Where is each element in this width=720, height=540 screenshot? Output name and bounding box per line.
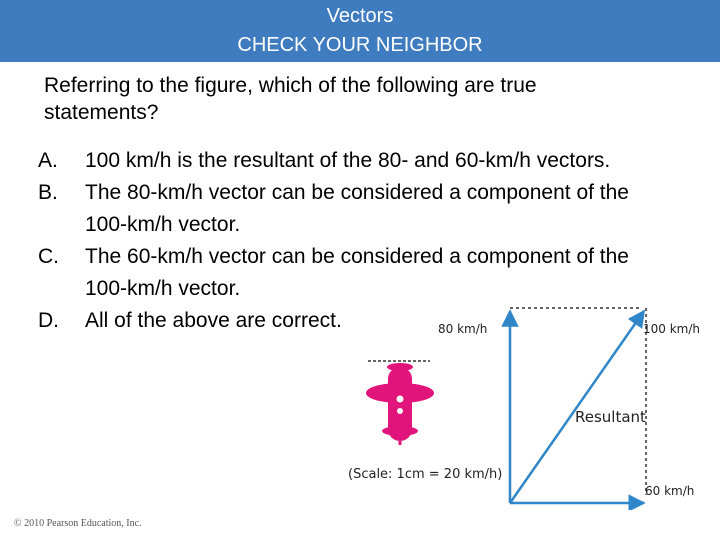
option-a (38, 145, 708, 177)
title-bar (0, 0, 720, 62)
resultant-arrow (510, 311, 644, 503)
option-letter: B. (38, 181, 58, 204)
option-letter: C. (38, 245, 59, 268)
option-letter: A. (38, 149, 58, 172)
scale-label: (Scale: 1cm = 20 km/h) (348, 467, 503, 482)
option-text: The 60-km/h vector can be considered a component of the 100-km/h vector. (85, 245, 629, 300)
option-b (38, 177, 708, 241)
option-text: 100 km/h is the resultant of the 80- and 60-km/h vectors. (85, 149, 611, 172)
slide-subtitle: CHECK YOUR NEIGHBOR (237, 34, 483, 56)
option-text: The 80-km/h vector can be considered a component of the 100-km/h vector. (85, 181, 629, 236)
question-text: Referring to the figure, which of the following are true statements? (44, 74, 537, 124)
vector-figure (330, 295, 720, 510)
label-100-kmh: 100 km/h (643, 322, 701, 336)
option-letter: D. (38, 309, 59, 332)
label-80-kmh: 80 km/h (438, 322, 488, 336)
option-text: All of the above are correct. (85, 309, 342, 332)
label-resultant: Resultant (575, 408, 646, 426)
label-60-kmh: 60 km/h (645, 484, 695, 498)
slide-title: Vectors (326, 5, 394, 27)
copyright-text: © 2010 Pearson Education, Inc. (14, 518, 142, 529)
airplane-icon (366, 361, 434, 445)
